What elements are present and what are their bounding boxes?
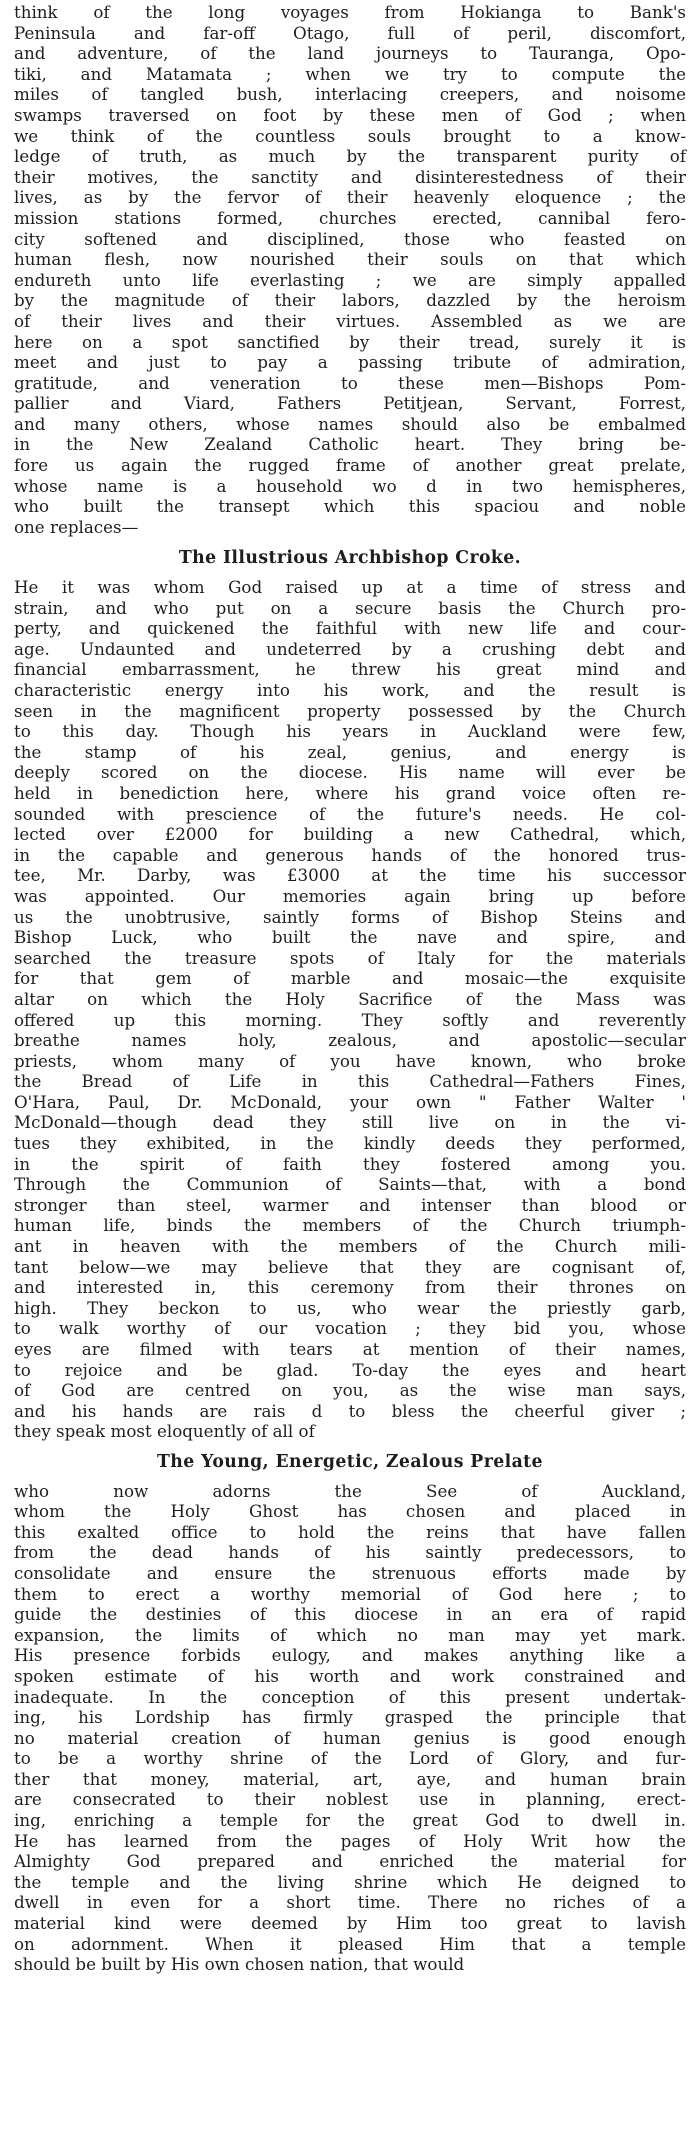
text-line: His presence forbids eulogy, and makes anything like a [14, 1645, 686, 1666]
text-line: whom the Holy Ghost has chosen and placed in [14, 1501, 686, 1522]
text-line: them to erect a worthy memorial of God here ; to [14, 1583, 686, 1604]
text-line: are consecrated to their noblest use in planning, erect- [14, 1789, 686, 1810]
paragraph-archbishop-croke [14, 577, 686, 1442]
text-line: strain, and who put on a secure basis the Church pro- [14, 597, 686, 618]
paragraph-young-prelate [14, 1481, 686, 1975]
text-line: age. Undaunted and undeterred by a crushing debt and [14, 638, 686, 659]
text-line: swamps traversed on foot by these men of God ; when [14, 104, 686, 125]
text-line: by the magnitude of their labors, dazzled by the heroism [14, 290, 686, 311]
text-line: O'Hara, Paul, Dr. McDonald, your own " Father Walter ' [14, 1091, 686, 1112]
text-line: tiki, and Matamata ; when we try to compute the [14, 63, 686, 84]
text-line: He has learned from the pages of Holy Writ how the [14, 1830, 686, 1851]
text-line: ing, his Lordship has firmly grasped the principle that [14, 1707, 686, 1728]
text-line: to be a worthy shrine of the Lord of Glory, and fur- [14, 1748, 686, 1769]
text-line: stronger than steel, warmer and intenser than blood or [14, 1194, 686, 1215]
text-line: inadequate. In the conception of this present undertak- [14, 1686, 686, 1707]
text-line: consolidate and ensure the strenuous efforts made by [14, 1562, 686, 1583]
text-line: tant below—we may believe that they are cognisant of, [14, 1256, 686, 1277]
text-line: should be built by His own chosen nation, that would [14, 1954, 465, 1975]
text-line: on adornment. When it pleased Him that a temple [14, 1933, 686, 1954]
text-line: deeply scored on the diocese. His name will ever be [14, 762, 686, 783]
text-line: the temple and the living shrine which He deigned to [14, 1871, 686, 1892]
text-line: here on a spot sanctified by their tread, surely it is [14, 331, 686, 352]
text-line: breathe names holy, zealous, and apostolic—secular [14, 1030, 686, 1051]
text-line: and his hands are rais d to bless the cheerful giver ; [14, 1400, 686, 1421]
text-line: pallier and Viard, Fathers Petitjean, Servant, Forrest, [14, 393, 686, 414]
text-line: to this day. Though his years in Auckland were few, [14, 721, 686, 742]
text-line: He it was whom God raised up at a time of stress and [14, 577, 686, 598]
text-line: of God are centred on you, as the wise man says, [14, 1380, 686, 1401]
subheading-young-prelate: The Young, Energetic, Zealous Prelate [157, 1451, 543, 1472]
text-line: Peninsula and far-off Otago, full of peril, discomfort, [14, 22, 686, 43]
text-line: lives, as by the fervor of their heavenly eloquence ; the [14, 187, 686, 208]
text-line: guide the destinies of this diocese in an era of rapid [14, 1604, 686, 1625]
text-line: they speak most eloquently of all of [14, 1421, 315, 1442]
text-line: gratitude, and veneration to these men—Bishops Pom- [14, 372, 686, 393]
text-line: of their lives and their virtues. Assembled as we are [14, 310, 686, 331]
text-line: and interested in, this ceremony from their thrones on [14, 1277, 686, 1298]
text-line: McDonald—though dead they still live on in the vi- [14, 1112, 686, 1133]
text-line: searched the treasure spots of Italy for the materials [14, 947, 686, 968]
text-line: their motives, the sanctity and disinterestedness of their [14, 166, 686, 187]
text-line: the Bread of Life in this Cathedral—Fathers Fines, [14, 1071, 686, 1092]
text-line: fore us again the rugged frame of another great prelate, [14, 455, 686, 476]
text-line: to walk worthy of our vocation ; they bid you, whose [14, 1318, 686, 1339]
text-line: think of the long voyages from Hokianga to Bank's [14, 2, 686, 22]
text-line: whose name is a household wo d in two hemispheres, [14, 475, 686, 496]
text-line: high. They beckon to us, who wear the priestly garb, [14, 1297, 686, 1318]
text-line: lected over £2000 for building a new Cathedral, which, [14, 824, 686, 845]
text-line: who now adorns the See of Auckland, [14, 1480, 686, 1501]
text-line: spoken estimate of his worth and work constrained and [14, 1665, 686, 1686]
text-line: Almighty God prepared and enriched the material for [14, 1851, 686, 1872]
text-line: who built the transept which this spaciou and noble [14, 496, 686, 517]
text-line: tues they exhibited, in the kindly deeds they performed, [14, 1133, 686, 1154]
text-line: Through the Communion of Saints—that, with a bond [14, 1174, 686, 1195]
text-line: city softened and disciplined, those who feasted on [14, 228, 686, 249]
text-line: to rejoice and be glad. To-day the eyes and heart [14, 1359, 686, 1380]
text-line: human life, binds the members of the Church triumph- [14, 1215, 686, 1236]
text-line: perty, and quickened the faithful with new life and cour- [14, 618, 686, 639]
text-line: from the dead hands of his saintly predecessors, to [14, 1542, 686, 1563]
text-line: financial embarrassment, he threw his great mind and [14, 659, 686, 680]
paragraph-early-missionaries [14, 2, 686, 537]
text-line: sounded with prescience of the future's needs. He col- [14, 803, 686, 824]
text-line: ant in heaven with the members of the Church mili- [14, 1236, 686, 1257]
text-line: endureth unto life everlasting ; we are simply appalled [14, 269, 686, 290]
text-line: and adventure, of the land journeys to Tauranga, Opo- [14, 43, 686, 64]
subheading-archbishop-croke: The Illustrious Archbishop Croke. [178, 548, 522, 569]
text-line: seen in the magnificent property possessed by the Church [14, 700, 686, 721]
text-line: tee, Mr. Darby, was £3000 at the time his successor [14, 865, 686, 886]
text-line: in the capable and generous hands of the honored trus- [14, 844, 686, 865]
text-line: the stamp of his zeal, genius, and energy is [14, 741, 686, 762]
text-line: dwell in even for a short time. There no riches of a [14, 1892, 686, 1913]
text-line: held in benediction here, where his grand voice often re- [14, 782, 686, 803]
text-line: offered up this morning. They softly and reverently [14, 1009, 686, 1030]
text-line: ing, enriching a temple for the great God to dwell in. [14, 1810, 686, 1831]
text-line: ledge of truth, as much by the transparent purity of [14, 146, 686, 167]
text-line: us the unobtrusive, saintly forms of Bishop Steins and [14, 906, 686, 927]
text-line: human flesh, now nourished their souls on that which [14, 249, 686, 270]
text-line: in the spirit of faith they fostered among you. [14, 1153, 686, 1174]
text-line: was appointed. Our memories again bring up before [14, 885, 686, 906]
text-line: this exalted office to hold the reins that have fallen [14, 1521, 686, 1542]
text-line: one replaces— [14, 516, 139, 537]
newspaper-column [14, 2, 686, 1975]
text-line: in the New Zealand Catholic heart. They bring be- [14, 434, 686, 455]
text-line: meet and just to pay a passing tribute of admiration, [14, 352, 686, 373]
text-line: characteristic energy into his work, and the result is [14, 680, 686, 700]
text-line: no material creation of human genius is good enough [14, 1727, 686, 1748]
text-line: material kind were deemed by Him too great to lavish [14, 1913, 686, 1934]
text-line: expansion, the limits of which no man may yet mark. [14, 1624, 686, 1645]
text-line: Bishop Luck, who built the nave and spire, and [14, 927, 686, 948]
text-line: priests, whom many of you have known, who broke [14, 1050, 686, 1071]
text-line: miles of tangled bush, interlacing creepers, and noisome [14, 84, 686, 105]
text-line: altar on which the Holy Sacrifice of the Mass was [14, 988, 686, 1009]
text-line: and many others, whose names should also be embalmed [14, 413, 686, 434]
text-line: ther that money, material, art, aye, and human brain [14, 1768, 686, 1789]
text-line: we think of the countless souls brought to a know- [14, 125, 686, 146]
text-line: for that gem of marble and mosaic—the exquisite [14, 968, 686, 989]
text-line: eyes are filmed with tears at mention of their names, [14, 1339, 686, 1359]
text-line: mission stations formed, churches erected, cannibal fero- [14, 207, 686, 228]
